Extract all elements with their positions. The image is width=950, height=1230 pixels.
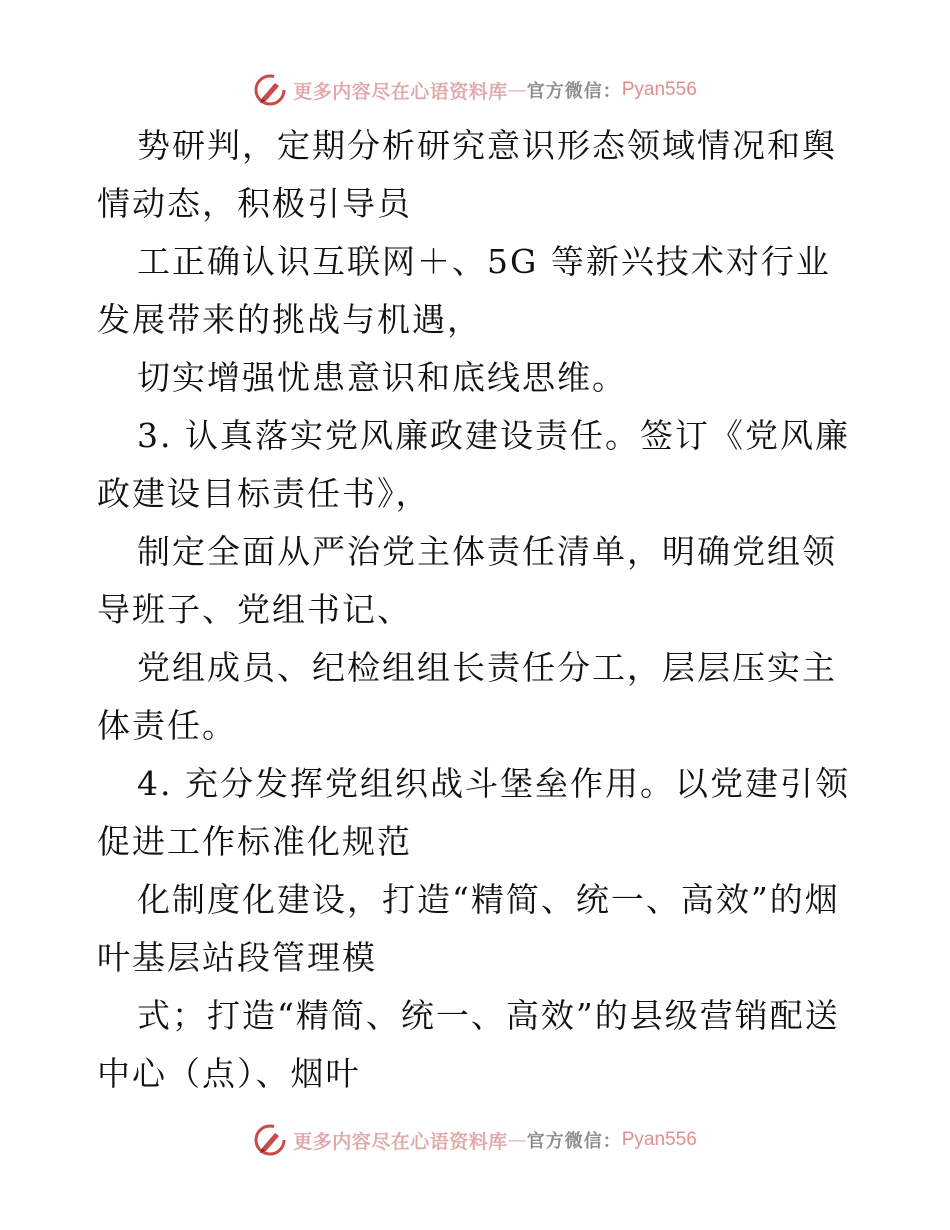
paragraph: 3. 认真落实党风廉政建设责任。签订《党风廉政建设目标责任书》， [97,416,850,513]
footer-wechat-id: Pyan556 [621,1129,697,1150]
pen-seal-icon [253,73,287,107]
footer-wechat-label: 官方微信： [526,1131,622,1152]
paragraph: 制定全面从严治党主体责任清单，明确党组领导班子、党组书记、 [97,532,837,629]
paragraph: 式；打造“精简、统一、高效”的县级营销配送中心（点）、烟叶 [97,996,840,1093]
document-body [97,117,857,1103]
header-separator: — [507,79,527,101]
pen-seal-icon [253,1123,287,1157]
header-brand-text: 更多内容尽在心语资料库 [293,80,508,103]
footer-separator: — [507,1129,527,1151]
paragraph: 工正确认识互联网＋、5G 等新兴技术对行业发展带来的挑战与机遇， [97,242,831,339]
paragraph: 化制度化建设，打造“精简、统一、高效”的烟叶基层站段管理模 [97,880,840,977]
paragraph: 4. 充分发挥党组织战斗堡垒作用。以党建引领促进工作标准化规范 [97,764,850,861]
header-wechat-id: Pyan556 [621,79,697,100]
footer-watermark [0,1120,950,1160]
header-watermark [0,70,950,110]
paragraph: 党组成员、纪检组组长责任分工，层层压实主体责任。 [97,648,837,745]
paragraph: 势研判，定期分析研究意识形态领域情况和舆情动态，积极引导员 [97,126,837,223]
footer-brand-text: 更多内容尽在心语资料库 [293,1130,508,1153]
paragraph: 切实增强忧患意识和底线思维。 [137,358,627,397]
header-wechat-label: 官方微信： [526,81,622,102]
